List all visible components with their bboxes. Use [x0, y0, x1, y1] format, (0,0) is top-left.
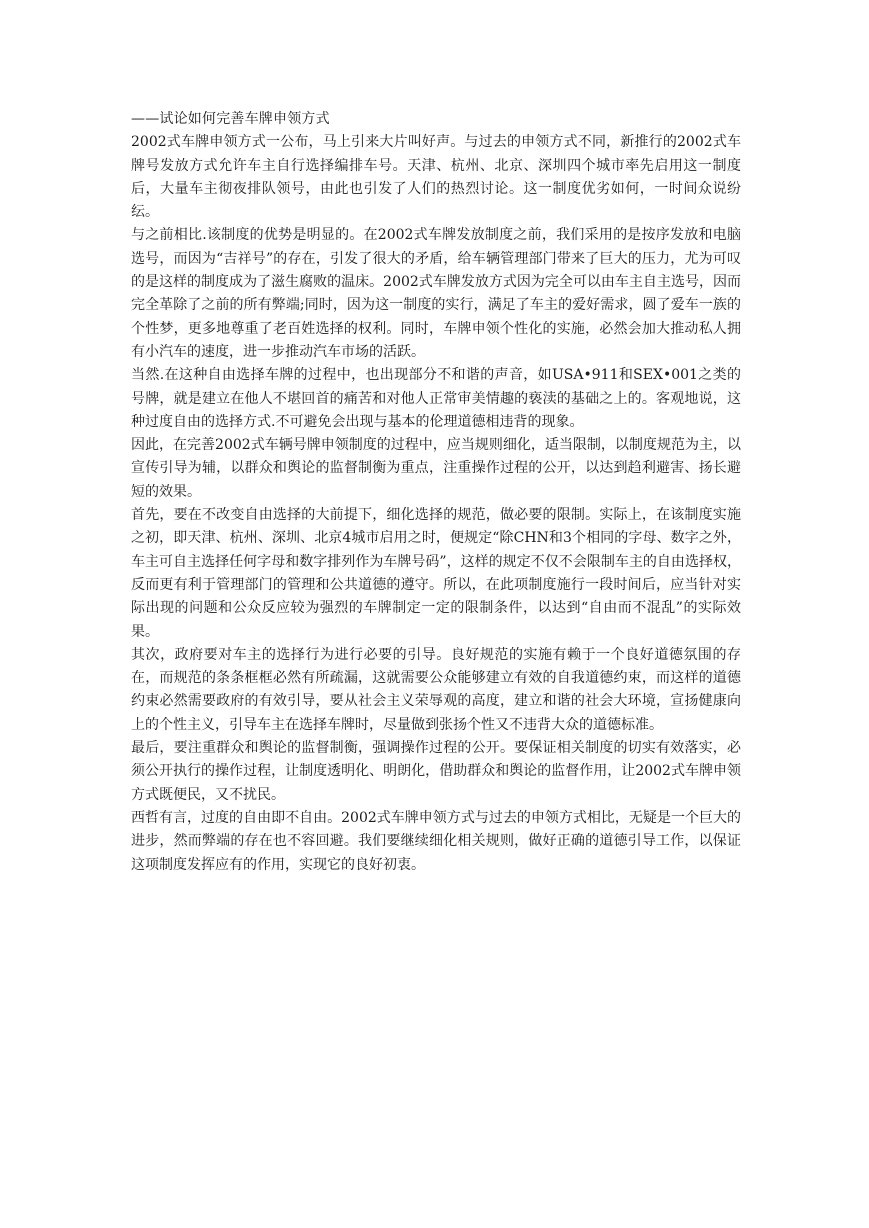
paragraph-second: 其次，政府要对车主的选择行为进行必要的引导。良好规范的实施有赖于一个良好道德氛围的存在，而规范的条条框框必然有所疏漏，这就需要公众能够建立有效的自我道德约束，而这样的道德约束必然需要政府的有效引导，要从社会主义荣辱观的高度，建立和谐的社会大环境，宣扬健康向上的个性主义，引导车主在选择车牌时，尽量做到张扬个性又不违背大众的道德标准。: [131, 646, 741, 733]
paragraph-conclusion: 西哲有言，过度的自由即不自由。2002式车牌申领方式与过去的申领方式相比，无疑是一个巨大的进步，然而弊端的存在也不容回避。我们要继续细化相关规则，做好正确的道德引导工作，以保证这项制度发挥应有的作用，实现它的良好初衷。: [131, 809, 741, 873]
document-subtitle: ——试论如何完善车牌申领方式: [131, 111, 330, 127]
paragraph-advantages: 与之前相比.该制度的优势是明显的。在2002式车牌发放制度之前，我们采用的是按序发放和电脑选号，而因为“吉祥号”的存在，引发了很大的矛盾，给车辆管理部门带来了巨大的压力，尤为可叹的是这样的制度成为了滋生腐败的温床。2002式车牌发放方式因为完全可以由车主自主选号，因而完全革除了之前的所有弊端;同时，因为这一制度的实行，满足了车主的爱好需求，圆了爱车一族的个性梦，更多地尊重了老百姓选择的权利。同时，车牌申领个性化的实施，必然会加大推动私人拥有小汽车的速度，进一步推动汽车市场的活跃。: [131, 227, 741, 360]
paragraph-finally: 最后，要注重群众和舆论的监督制衡，强调操作过程的公开。要保证相关制度的切实有效落实，必须公开执行的操作过程，让制度透明化、明朗化，借助群众和舆论的监督作用，让2002式车牌申领方式既便民，又不扰民。: [131, 740, 741, 803]
paragraph-therefore: 因此，在完善2002式车辆号牌申领制度的过程中，应当规则细化，适当限制，以制度规范为主，以宣传引导为辅，以群众和舆论的监督制衡为重点，注重操作过程的公开，以达到趋利避害、扬长避短的效果。: [131, 437, 741, 500]
paragraph-intro: 2002式车牌申领方式一公布，马上引来大片叫好声。与过去的申领方式不同，新推行的2002式车牌号发放方式允许车主自行选择编排车号。天津、杭州、北京、深圳四个城市率先启用这一制度后，大量车主彻夜排队领号，由此也引发了人们的热烈讨论。这一制度优劣如何，一时间众说纷纭。: [131, 134, 741, 221]
document-page: [131, 108, 741, 877]
paragraph-problems: 当然.在这种自由选择车牌的过程中，也出现部分不和谐的声音，如USA•911和SEX•001之类的号牌，就是建立在他人不堪回首的痛苦和对他人正常审美情趣的亵渎的基础之上的。客观地说，这种过度自由的选择方式.不可避免会出现与基本的伦理道德相违背的现象。: [131, 367, 741, 430]
paragraph-first: 首先，要在不改变自由选择的大前提下，细化选择的规范，做必要的限制。实际上，在该制度实施之初，即天津、杭州、深圳、北京4城市启用之时，便规定“除CHN和3个相同的字母、数字之外，车主可自主选择任何字母和数字排列作为车牌号码”，这样的规定不仅不会限制车主的自由选择权，反而更有利于管理部门的管理和公共道德的遵守。所以，在此项制度施行一段时间后，应当针对实际出现的问题和公众反应较为强烈的车牌制定一定的限制条件，以达到“自由而不混乱”的实际效果。: [131, 507, 741, 640]
